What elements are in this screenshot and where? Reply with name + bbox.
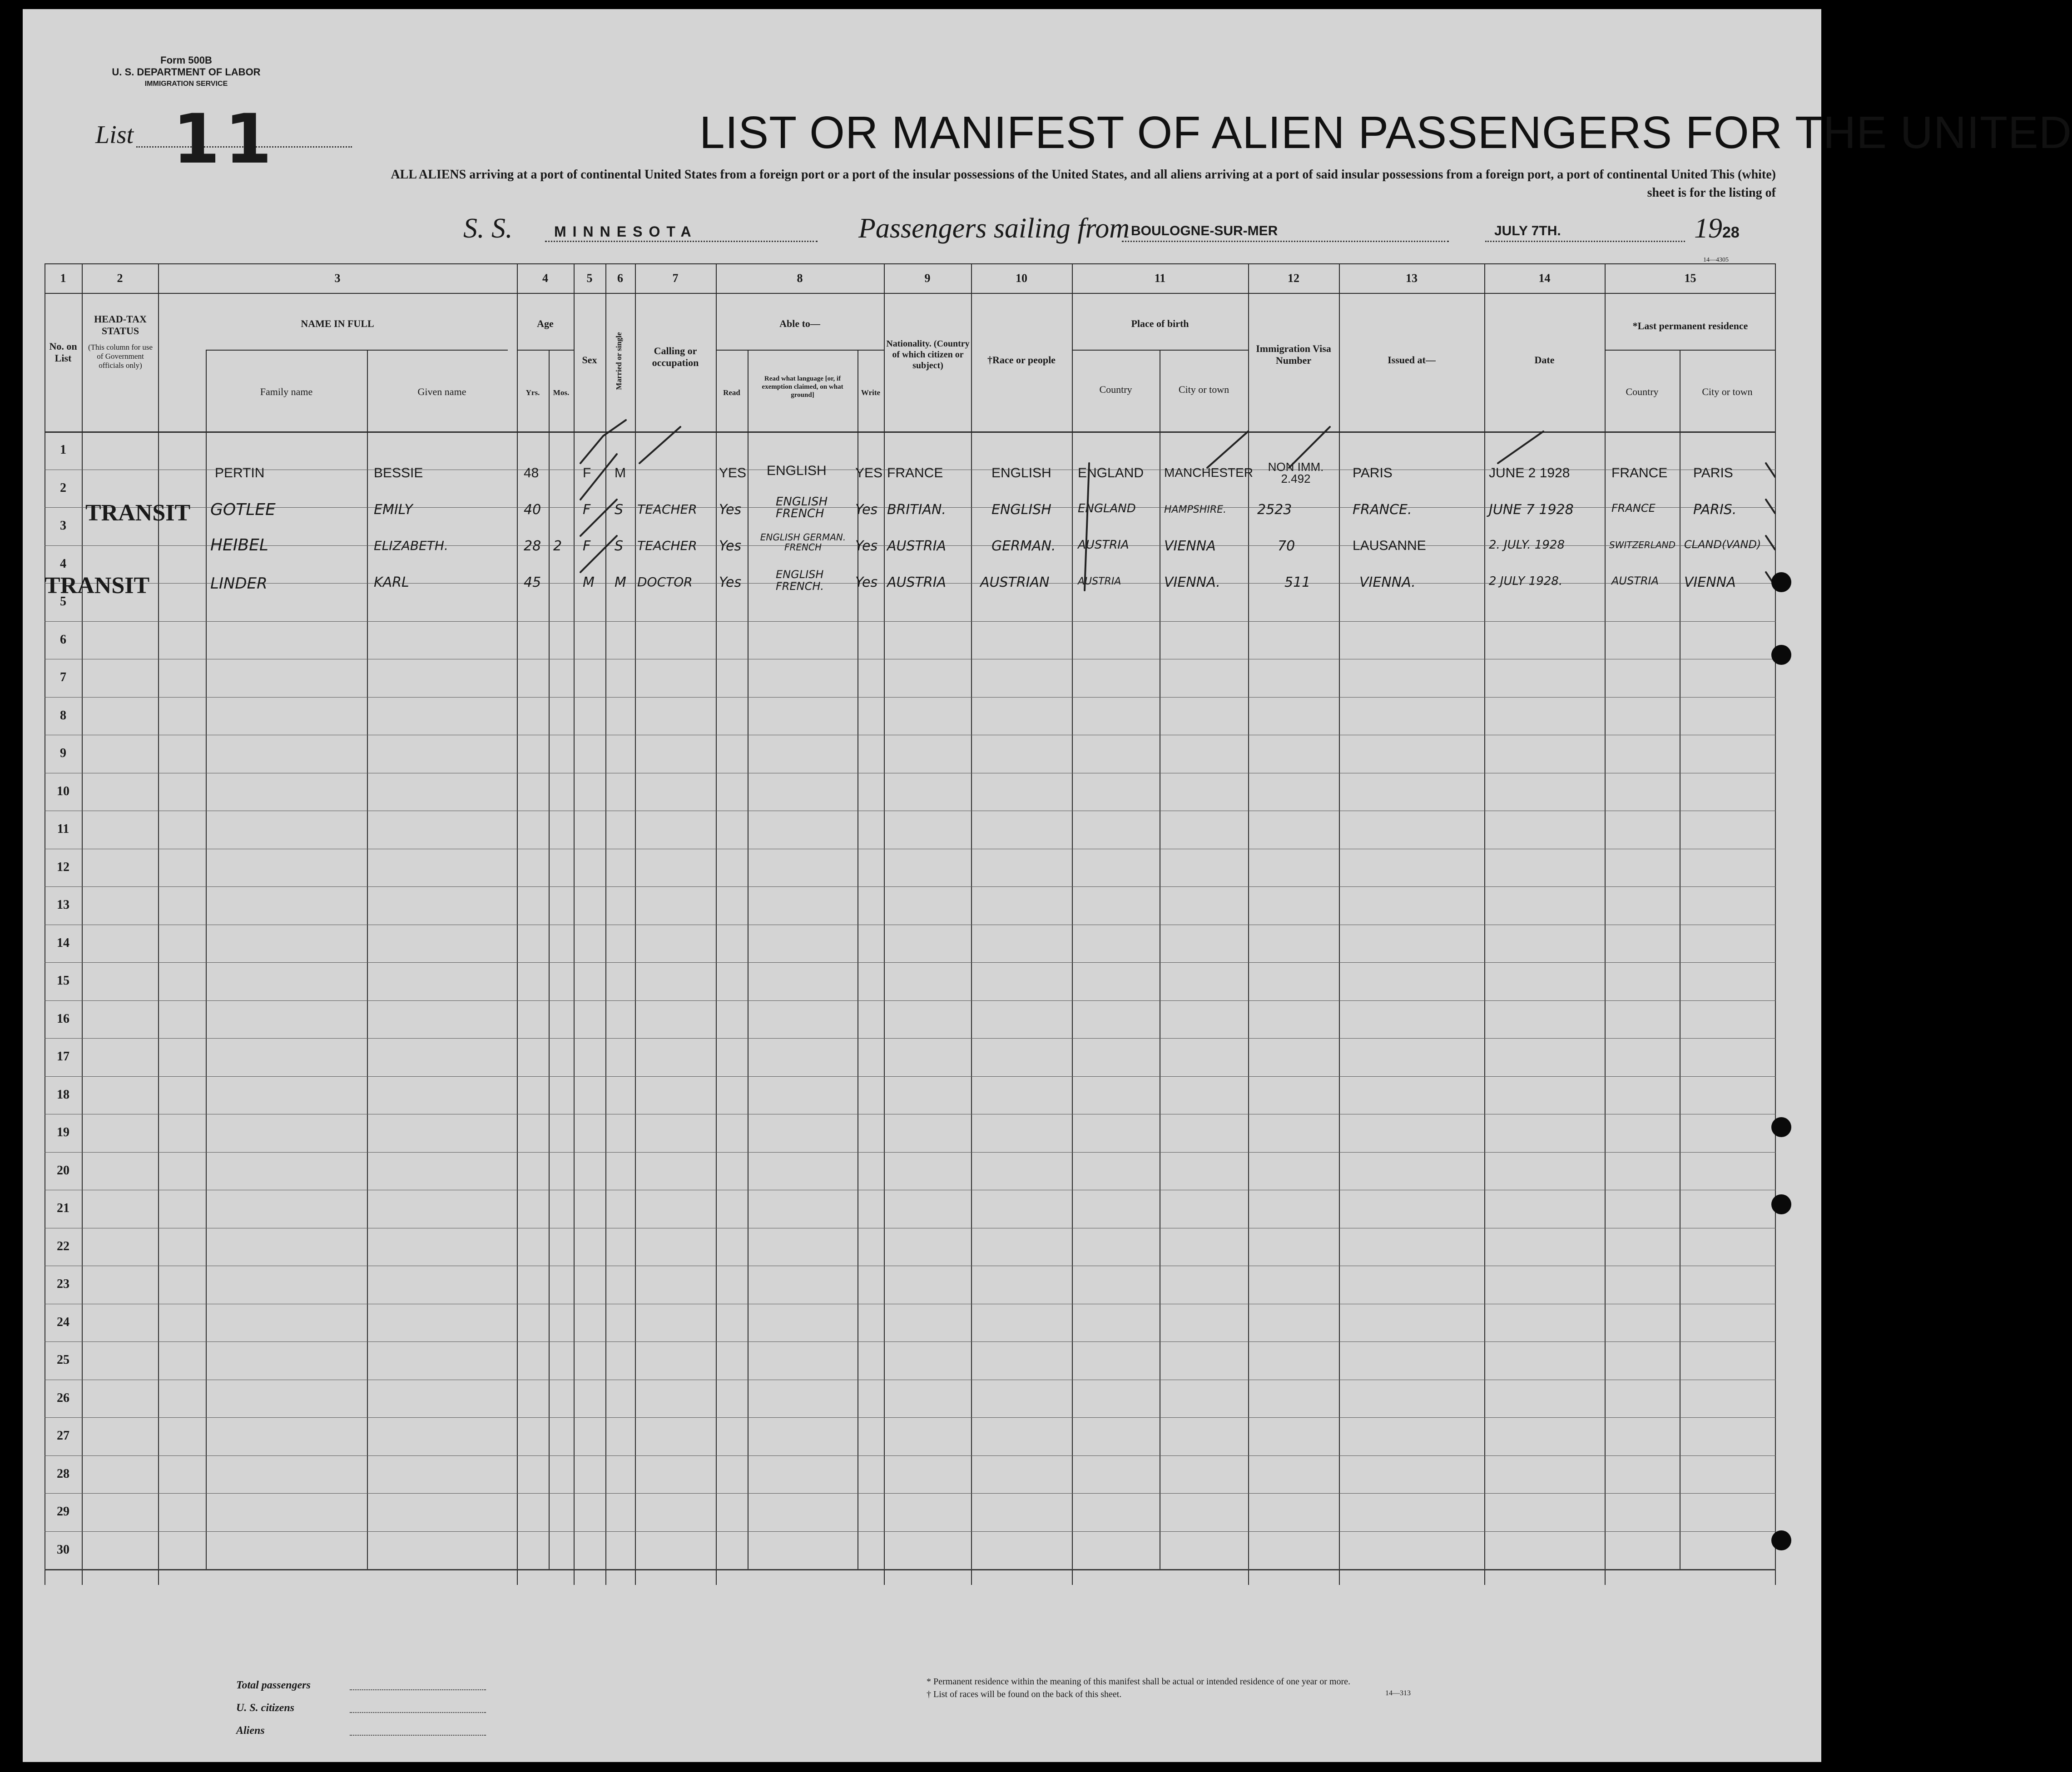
row-number: 16 bbox=[57, 1011, 69, 1026]
family-name: GOTLEE bbox=[210, 500, 276, 519]
row-number: 20 bbox=[57, 1163, 69, 1178]
ship-underline bbox=[545, 241, 818, 242]
birth-city: MANCHESTER bbox=[1164, 465, 1254, 480]
row-divider bbox=[45, 886, 1776, 887]
header-read-language: Read what language [or, if exemption claimed, on what ground] bbox=[762, 375, 843, 399]
colnum-8: 8 bbox=[797, 272, 803, 285]
given-name: EMILY bbox=[374, 502, 413, 518]
row-number: 22 bbox=[57, 1239, 69, 1253]
departure-port: BOULOGNE-SUR-MER bbox=[1131, 223, 1278, 238]
header-given-name: Given name bbox=[417, 386, 466, 397]
form-number: Form 500B bbox=[160, 54, 212, 66]
issued-at: PARIS bbox=[1353, 465, 1393, 480]
manifest-table bbox=[45, 263, 1776, 1585]
nationality: BRITIAN. bbox=[887, 502, 946, 518]
given-name: KARL bbox=[374, 574, 409, 590]
punch-hole bbox=[1771, 1530, 1791, 1550]
read-language: ENGLISH FRENCH bbox=[776, 495, 828, 520]
res-city: PARIS bbox=[1693, 465, 1733, 480]
header-visa-number: Immigration Visa Number bbox=[1256, 343, 1331, 366]
footer-citizens-label: U. S. citizens bbox=[236, 1702, 295, 1714]
colnum-14: 14 bbox=[1538, 272, 1551, 285]
married-status: S bbox=[615, 538, 624, 554]
colnum-11: 11 bbox=[1154, 272, 1166, 285]
list-number: 11 bbox=[173, 100, 277, 179]
row-number: 7 bbox=[60, 670, 66, 684]
visa-date: JUNE 2 1928 bbox=[1489, 465, 1570, 480]
row-number: 24 bbox=[57, 1315, 69, 1329]
age-years: 28 bbox=[524, 538, 541, 554]
row-number: 17 bbox=[57, 1049, 69, 1064]
footer-aliens-dots bbox=[350, 1735, 486, 1736]
colnum-13: 13 bbox=[1406, 272, 1418, 285]
form-identifier bbox=[91, 54, 282, 90]
strike-mark bbox=[1766, 500, 1775, 513]
service-name: IMMIGRATION SERVICE bbox=[144, 80, 228, 88]
row-number: 11 bbox=[57, 822, 69, 836]
ship-name: MINNESOTA bbox=[554, 223, 698, 240]
check-mark bbox=[1289, 427, 1330, 468]
header-married: Married or single bbox=[615, 332, 623, 390]
header-nationality: Nationality. (Country of which citizen or subject) bbox=[886, 339, 970, 371]
year-suffix: 28 bbox=[1722, 224, 1740, 241]
race: GERMAN. bbox=[991, 538, 1056, 554]
read-language: ENGLISH bbox=[767, 463, 827, 478]
colnum-7: 7 bbox=[672, 272, 679, 285]
footer-citizens-dots bbox=[350, 1712, 486, 1713]
header-age-yrs: Yrs. bbox=[525, 388, 540, 397]
punch-hole bbox=[1771, 645, 1791, 665]
footer-aliens-label: Aliens bbox=[236, 1725, 265, 1737]
check-mark bbox=[580, 500, 617, 536]
header-family-name: Family name bbox=[260, 386, 313, 397]
calling: TEACHER bbox=[637, 538, 697, 553]
header-age: Age bbox=[537, 318, 554, 329]
read-language: ENGLISH FRENCH. bbox=[776, 568, 824, 593]
list-label: List bbox=[95, 121, 134, 149]
res-city: CLAND(VAND) bbox=[1684, 538, 1761, 551]
married-status: S bbox=[615, 502, 624, 518]
row-divider bbox=[45, 1455, 1776, 1456]
port-underline bbox=[1122, 241, 1449, 242]
row-number: 10 bbox=[57, 784, 69, 798]
birth-city: HAMPSHIRE. bbox=[1164, 504, 1227, 515]
row-number: 21 bbox=[57, 1201, 69, 1215]
colnum-3: 3 bbox=[334, 272, 341, 285]
colnum-2: 2 bbox=[117, 272, 123, 285]
footer-total-dots bbox=[350, 1689, 486, 1690]
birth-country: ENGLAND bbox=[1078, 502, 1136, 515]
page-title: LIST OR MANIFEST OF ALIEN PASSENGERS FOR THE UNITED bbox=[699, 107, 2072, 158]
row-divider bbox=[45, 1152, 1776, 1153]
issued-at: FRANCE. bbox=[1353, 502, 1412, 518]
issued-at: VIENNA. bbox=[1359, 574, 1416, 590]
year-prefix: 19 bbox=[1694, 213, 1722, 244]
header-able-to: Able to— bbox=[779, 318, 820, 329]
visa-date: JUNE 7 1928 bbox=[1489, 502, 1574, 518]
header-birth-city: City or town bbox=[1178, 384, 1229, 395]
age-years: 45 bbox=[524, 574, 541, 590]
header-read: Read bbox=[723, 388, 740, 397]
visa-number: NON IMM. 2.492 bbox=[1268, 460, 1324, 485]
colnum-4: 4 bbox=[542, 272, 548, 285]
colnum-10: 10 bbox=[1016, 272, 1027, 285]
birth-city: VIENNA bbox=[1164, 538, 1216, 554]
row-number: 3 bbox=[60, 519, 66, 533]
row-number: 23 bbox=[57, 1277, 69, 1291]
row-divider bbox=[45, 1493, 1776, 1494]
colnum-9: 9 bbox=[924, 272, 931, 285]
can-write: Yes bbox=[855, 574, 878, 590]
row-number: 13 bbox=[57, 898, 69, 912]
visa-date: 2 JULY 1928. bbox=[1489, 574, 1563, 588]
sex: M bbox=[583, 574, 595, 590]
colnum-1: 1 bbox=[60, 272, 66, 285]
sex: F bbox=[583, 502, 591, 518]
punch-hole bbox=[1771, 1117, 1791, 1137]
row-number: 12 bbox=[57, 860, 69, 874]
row-number: 27 bbox=[57, 1429, 69, 1443]
form-code: 14—4305 bbox=[1703, 257, 1729, 263]
row-number: 29 bbox=[57, 1505, 69, 1519]
header-issued-at: Issued at— bbox=[1388, 354, 1436, 366]
header-write: Write bbox=[861, 388, 881, 397]
given-name: BESSIE bbox=[374, 465, 423, 480]
header-sex: Sex bbox=[582, 354, 597, 366]
footer-code: 14—313 bbox=[1385, 1689, 1411, 1697]
row-divider bbox=[45, 1000, 1776, 1001]
row-number: 2 bbox=[60, 480, 66, 495]
can-write: Yes bbox=[855, 502, 878, 518]
handwritten-checkmarks bbox=[45, 263, 1776, 763]
check-mark bbox=[580, 454, 617, 500]
row-number: 25 bbox=[57, 1353, 69, 1367]
header-place-of-birth: Place of birth bbox=[1131, 318, 1189, 329]
head-tax-status: TRANSIT bbox=[45, 573, 150, 599]
header-age-mos: Mos. bbox=[553, 388, 570, 397]
row-number: 18 bbox=[57, 1087, 69, 1102]
row-number: 28 bbox=[57, 1466, 69, 1481]
row-divider bbox=[45, 1076, 1776, 1077]
row-number: 9 bbox=[60, 746, 66, 760]
header-no-on-list: No. on List bbox=[49, 341, 77, 364]
row-divider bbox=[45, 962, 1776, 963]
header-calling: Calling or occupation bbox=[652, 345, 699, 368]
footer-note-residence: * Permanent residence within the meaning of this manifest shall be actual or intended residence of one year or more. bbox=[927, 1677, 1351, 1687]
res-city: PARIS. bbox=[1693, 502, 1737, 518]
can-read: Yes bbox=[719, 574, 742, 590]
strike-mark bbox=[1766, 536, 1775, 549]
birth-country: AUSTRIA bbox=[1078, 576, 1121, 587]
race: ENGLISH bbox=[991, 465, 1051, 480]
check-mark bbox=[1207, 431, 1248, 468]
head-tax-status: TRANSIT bbox=[85, 500, 191, 526]
header-head-tax-note: (This column for use of Government officials only) bbox=[88, 343, 153, 370]
row-number: 5 bbox=[60, 594, 66, 609]
punch-hole bbox=[1771, 1194, 1791, 1214]
date-underline bbox=[1485, 241, 1685, 242]
punch-hole bbox=[1771, 572, 1791, 592]
married-status: M bbox=[615, 574, 626, 590]
row-number: 6 bbox=[60, 632, 66, 647]
row-number: 30 bbox=[57, 1542, 69, 1557]
age-years: 40 bbox=[524, 502, 541, 518]
can-write: YES bbox=[855, 465, 883, 480]
header-visa-date: Date bbox=[1534, 354, 1555, 366]
birth-country: ENGLAND bbox=[1078, 465, 1144, 480]
footer-note-races: † List of races will be found on the back of this sheet. bbox=[927, 1689, 1122, 1699]
instruction-text: ALL ALIENS arriving at a port of continental United States from a foreign port or a port of the insular possessions of the United States, and all aliens arriving at a port of said insular possessions from a foreign port, a port of continental United This (white) sheet is for the listing of bbox=[391, 168, 1776, 200]
calling: TEACHER bbox=[637, 502, 697, 517]
sailing-year bbox=[1694, 213, 1740, 245]
family-name: PERTIN bbox=[215, 465, 265, 480]
sailing-label: Passengers sailing from bbox=[858, 213, 1130, 244]
visa-number: 511 bbox=[1284, 574, 1311, 590]
family-name: HEIBEL bbox=[210, 536, 268, 554]
row-number: 14 bbox=[57, 935, 69, 950]
header-res-country: Country bbox=[1626, 386, 1659, 397]
row-number: 15 bbox=[57, 974, 69, 988]
can-read: Yes bbox=[719, 538, 742, 554]
row-number: 8 bbox=[60, 708, 66, 723]
check-mark bbox=[1498, 431, 1543, 463]
birth-country: AUSTRIA bbox=[1078, 538, 1129, 552]
married-status: M bbox=[615, 465, 626, 480]
issued-at: LAUSANNE bbox=[1353, 538, 1426, 553]
sex: F bbox=[583, 538, 591, 554]
race: ENGLISH bbox=[991, 502, 1051, 518]
age-months: 2 bbox=[553, 538, 562, 554]
check-mark bbox=[639, 427, 680, 463]
colnum-6: 6 bbox=[617, 272, 623, 285]
row-number: 26 bbox=[57, 1391, 69, 1405]
header-race: †Race or people bbox=[987, 354, 1056, 366]
can-write: Yes bbox=[855, 538, 878, 554]
row-divider bbox=[45, 1531, 1776, 1532]
res-country: FRANCE bbox=[1611, 502, 1656, 515]
header-head-tax: HEAD-TAX STATUS bbox=[94, 313, 147, 337]
can-read: YES bbox=[719, 465, 747, 480]
header-residence: *Last permanent residence bbox=[1632, 320, 1748, 332]
header-name-in-full: NAME IN FULL bbox=[301, 318, 374, 329]
row-number: 1 bbox=[60, 443, 66, 457]
check-mark bbox=[580, 420, 626, 463]
colnum-5: 5 bbox=[586, 272, 593, 285]
row-divider bbox=[45, 1341, 1776, 1342]
given-name: ELIZABETH. bbox=[374, 538, 448, 553]
nationality: FRANCE bbox=[887, 465, 943, 480]
birth-city: VIENNA. bbox=[1164, 574, 1220, 590]
visa-date: 2. JULY. 1928 bbox=[1489, 538, 1565, 552]
row-number: 4 bbox=[60, 556, 66, 571]
row-divider bbox=[45, 1417, 1776, 1418]
row-divider bbox=[45, 1038, 1776, 1039]
nationality: AUSTRIA bbox=[887, 538, 947, 554]
read-language: ENGLISH GERMAN. FRENCH bbox=[760, 532, 846, 553]
manifest-sheet bbox=[23, 9, 2072, 1762]
res-country: AUSTRIA bbox=[1611, 574, 1659, 587]
header-res-city: City or town bbox=[1702, 386, 1753, 397]
colnum-15: 15 bbox=[1684, 272, 1696, 285]
department-name: U. S. DEPARTMENT OF LABOR bbox=[112, 66, 261, 78]
res-city: VIENNA bbox=[1684, 574, 1736, 590]
sailing-date: JULY 7TH. bbox=[1494, 223, 1561, 238]
family-name: LINDER bbox=[210, 574, 268, 593]
calling: DOCTOR bbox=[637, 574, 693, 589]
can-read: Yes bbox=[719, 502, 742, 518]
row-number: 19 bbox=[57, 1125, 69, 1139]
check-mark bbox=[580, 536, 617, 572]
nationality: AUSTRIA bbox=[887, 574, 947, 590]
res-country: FRANCE bbox=[1611, 465, 1668, 480]
ss-label: S. S. bbox=[463, 213, 513, 244]
sex: F bbox=[583, 465, 591, 480]
header-birth-country: Country bbox=[1099, 384, 1132, 395]
strike-mark bbox=[1766, 463, 1775, 477]
colnum-12: 12 bbox=[1288, 272, 1299, 285]
visa-number: 2523 bbox=[1257, 502, 1292, 518]
stamp-mark bbox=[1085, 463, 1089, 590]
age-years: 48 bbox=[524, 465, 539, 480]
race: AUSTRIAN bbox=[980, 574, 1050, 590]
footer-total-label: Total passengers bbox=[236, 1679, 311, 1691]
visa-number: 70 bbox=[1278, 538, 1295, 554]
res-country: SWITZERLAND bbox=[1609, 540, 1676, 550]
